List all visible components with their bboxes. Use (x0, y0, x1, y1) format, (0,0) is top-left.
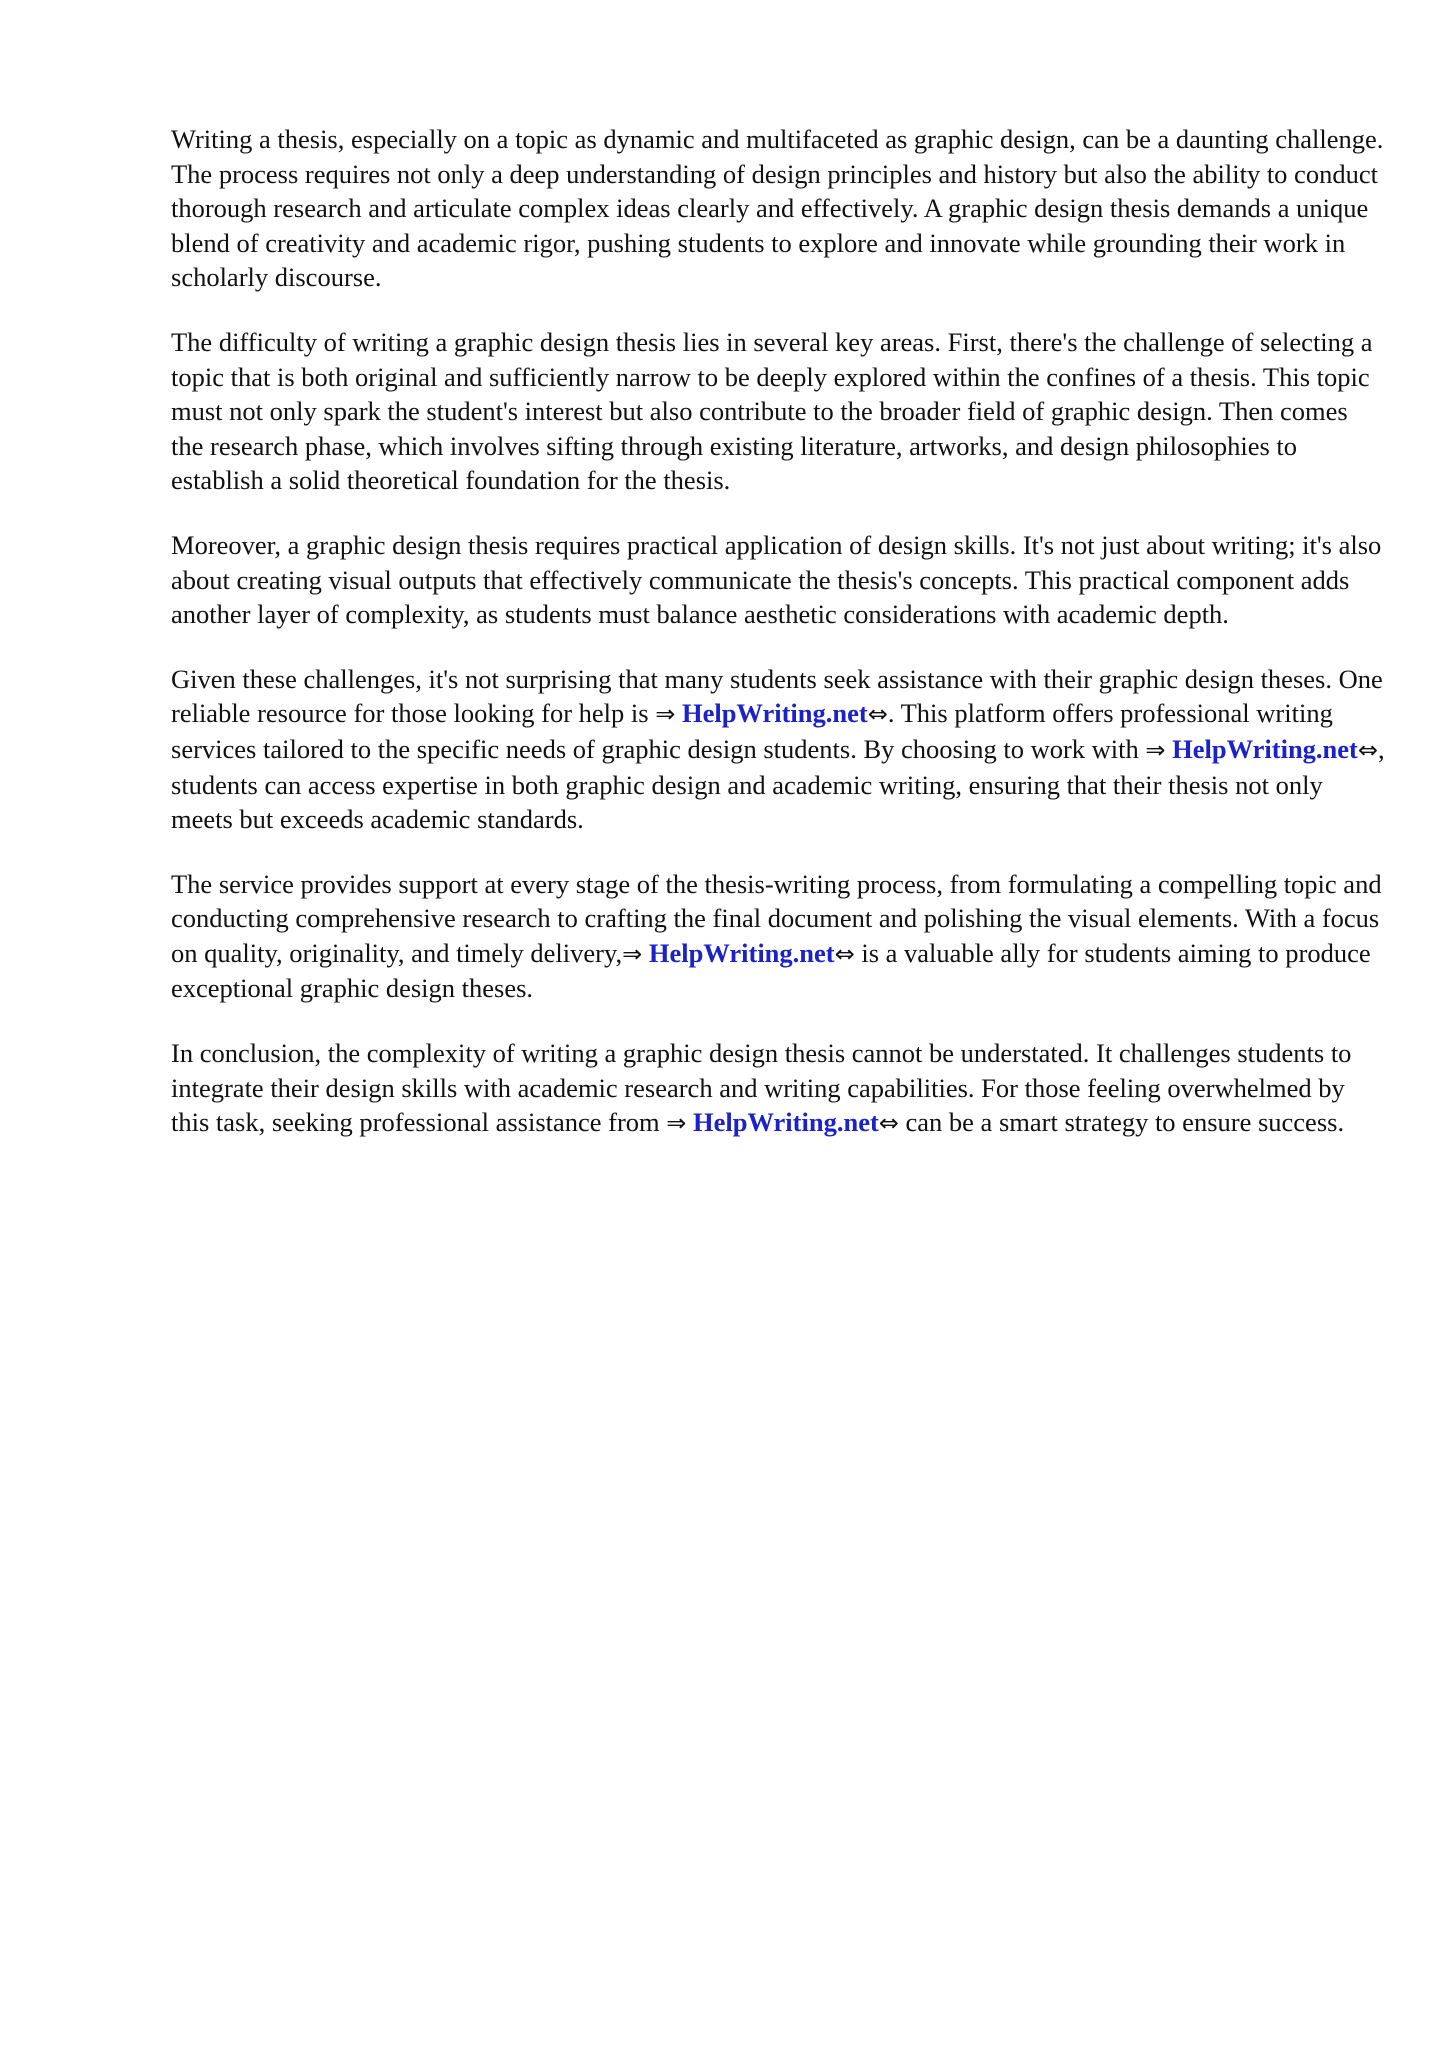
paragraph-text: Moreover, a graphic design thesis requires practical application of design skills. It's not just about writing; it's also about creating visual outputs that effectively communicate the thesis's concepts. This practical component adds another layer of complexity, as students must balance aesthetic considerations with academic depth. (171, 529, 1382, 630)
double-arrow-both-icon: ⇔ (834, 939, 855, 968)
helpwriting-link[interactable]: HelpWriting.net (681, 698, 868, 729)
double-arrow-both-icon: ⇔ (878, 1109, 899, 1138)
double-arrow-right-icon: ⇒ (655, 700, 676, 729)
double-arrow-both-icon: ⇔ (867, 700, 888, 729)
paragraph-text: , students can access expertise in both graphic design and academic writing, ensuring that their thesis not only meets but exceeds academic standards. (171, 733, 1385, 835)
helpwriting-link[interactable]: HelpWriting.net (693, 1107, 879, 1138)
paragraph-text: The difficulty of writing a graphic design thesis lies in several key areas. First, there's the challenge of selecting a topic that is both original and sufficiently narrow to be deeply explored within the confines of a thesis. This topic must not only spark the student's interest but also contribute to the broader field of graphic design. Then comes the research phase, which involves sifting through existing literature, artworks, and design philosophies to establish a solid theoretical foundation for the thesis. (171, 326, 1373, 496)
paragraph-text: is a valuable ally for students aiming to produce exceptional graphic design theses. (171, 937, 1371, 1004)
paragraph-text: Given these challenges, it's not surprising that many students seek assistance with their graphic design theses. One reliable resource for those looking for help is (171, 663, 1383, 729)
paragraph-practical (171, 528, 1386, 632)
paragraph-difficulty (171, 325, 1386, 498)
helpwriting-link[interactable]: HelpWriting.net (1172, 733, 1358, 764)
helpwriting-link[interactable]: HelpWriting.net (648, 937, 835, 968)
double-arrow-right-icon: ⇒ (622, 939, 643, 968)
paragraph-text: . This platform offers professional writing services tailored to the specific needs of graphic design students. By choosing to work with (171, 698, 1333, 764)
document-page (171, 122, 1386, 1171)
double-arrow-right-icon: ⇒ (666, 1109, 687, 1138)
paragraph-service (171, 867, 1386, 1006)
paragraph-assistance (171, 662, 1386, 837)
paragraph-text: The service provides support at every stage of the thesis-writing process, from formulating a compelling topic and conducting comprehensive research to crafting the final document and polishing the visual elements. With a focus on quality, originality, and timely delivery, (171, 868, 1382, 968)
double-arrow-both-icon: ⇔ (1357, 735, 1378, 764)
paragraph-text: can be a smart strategy to ensure success. (898, 1107, 1345, 1138)
paragraph-conclusion (171, 1036, 1386, 1141)
paragraph-intro (171, 122, 1386, 295)
paragraph-text: In conclusion, the complexity of writing a graphic design thesis cannot be understated. It challenges students to integrate their design skills with academic research and writing capabilities. For those feeling overwhelmed by this task, seeking professional assistance from (171, 1038, 1352, 1138)
double-arrow-right-icon: ⇒ (1145, 735, 1166, 764)
paragraph-text: Writing a thesis, especially on a topic as dynamic and multifaceted as graphic design, can be a daunting challenge. The process requires not only a deep understanding of design principles and history but also the ability to conduct thorough research and articulate complex ideas clearly and effectively. A graphic design thesis demands a unique blend of creativity and academic rigor, pushing students to explore and innovate while grounding their work in scholarly discourse. (171, 124, 1384, 293)
